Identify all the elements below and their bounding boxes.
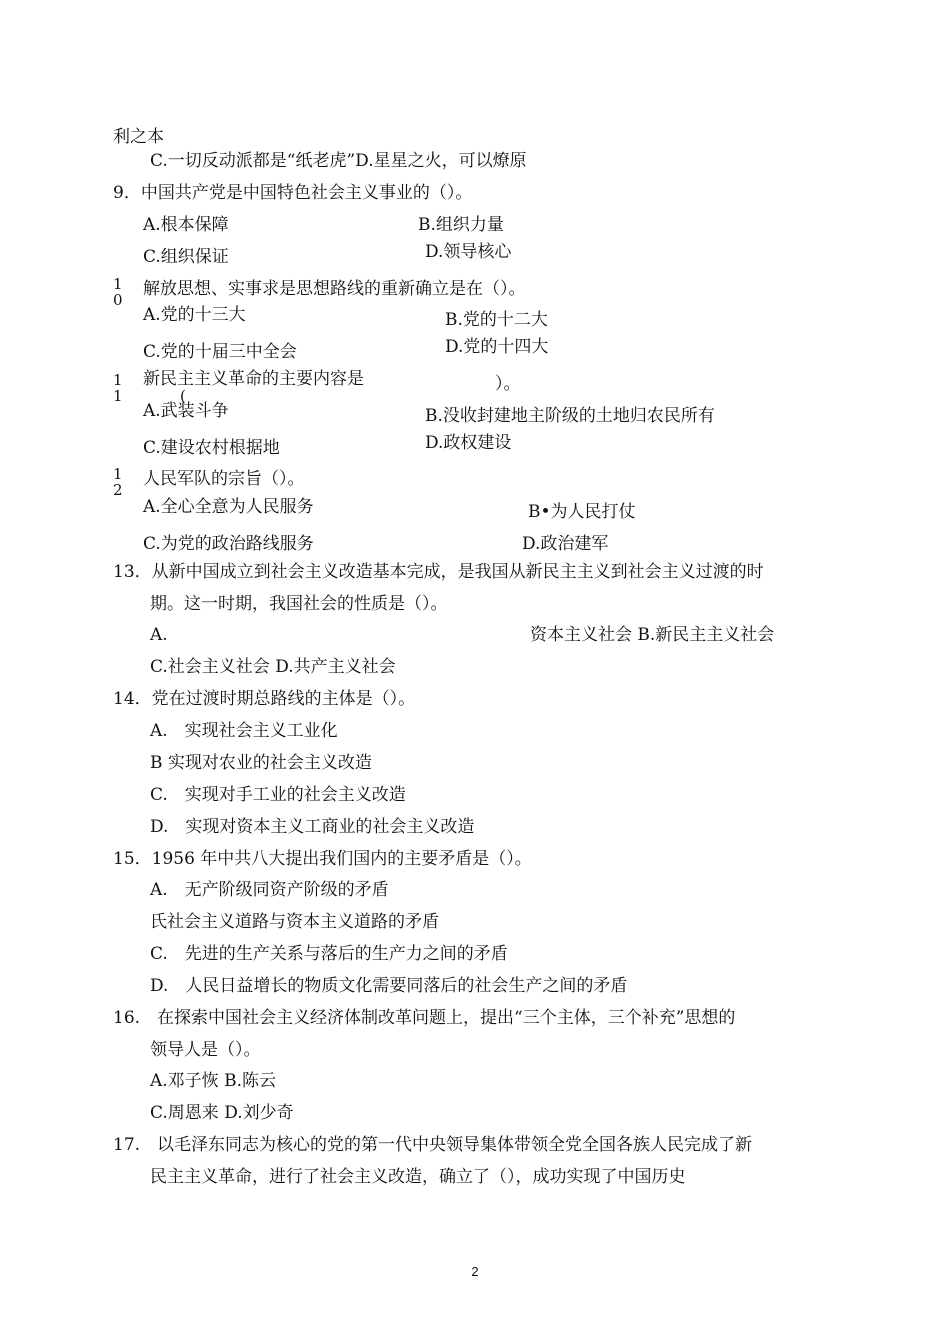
q12-option-d: D.政治建军 [522, 534, 609, 554]
question-15-stem: 15．1956 年中共八大提出我们国内的主要矛盾是（）。 [113, 849, 532, 869]
q11-option-b: B.没收封建地主阶级的土地归农民所有 [425, 406, 715, 426]
question-9-stem: 9．中国共产党是中国特色社会主义事业的（）。 [113, 183, 473, 203]
q9-option-c: C.组织保证 [143, 247, 229, 267]
q15-option-a: A. 无产阶级同资产阶级的矛盾 [150, 880, 389, 900]
question-14-stem: 14．党在过渡时期总路线的主体是（）。 [113, 689, 416, 709]
q12-option-c: C.为党的政治路线服务 [143, 534, 314, 554]
q13-option-a-label: A. [150, 625, 168, 645]
q15-option-c: C. 先进的生产关系与落后的生产力之间的矛盾 [150, 944, 508, 964]
q11-option-c: C.建设农村根据地 [143, 438, 280, 458]
q11-option-d: D.政权建设 [425, 433, 512, 453]
question-13-stem-line-1: 13．从新中国成立到社会主义改造基本完成，是我国从新民主主义到社会主义过渡的时 [113, 562, 764, 582]
q12-option-a: A.全心全意为人民服务 [143, 497, 314, 517]
q11-number-top: 1 [113, 371, 123, 389]
q10-option-b: B.党的十二大 [445, 310, 548, 330]
q10-number-bottom: 0 [113, 291, 123, 309]
question-11-stem-end: ）。 [495, 374, 521, 394]
q14-option-b: B 实现对农业的社会主义改造 [150, 753, 372, 773]
q9-option-a: A.根本保障 [143, 215, 229, 235]
q16-options-a-b: A.邓子恢 B.陈云 [150, 1071, 276, 1091]
q11-paren-fragment: ( [180, 387, 186, 405]
q10-option-d: D.党的十四大 [445, 337, 549, 357]
q14-option-a: A. 实现社会主义工业化 [150, 721, 338, 741]
q11-number-bottom: 1 [113, 387, 123, 405]
question-10-stem: 解放思想、实事求是思想路线的重新确立是在（）。 [143, 279, 526, 299]
question-13-stem-line-2: 期。这一时期，我国社会的性质是（）。 [150, 594, 448, 614]
q14-option-c: C. 实现对手工业的社会主义改造 [150, 785, 406, 805]
q10-number-top: 1 [113, 275, 123, 293]
q12-number-top: 1 [113, 465, 123, 483]
q12-option-b: B•为人民打仗 [528, 502, 636, 522]
q12-number-bottom: 2 [113, 481, 123, 499]
q8-continued-option-text: 利之本 [113, 127, 164, 147]
question-16-stem-line-2: 领导人是（）。 [150, 1040, 261, 1060]
q11-option-a: A.武装斗争 [143, 401, 229, 421]
question-16-stem-line-1: 16. 在探索中国社会主义经济体制改革问题上，提出“三个主体，三个补充”思想的 [113, 1008, 736, 1028]
q13-options-a-b: 资本主义社会 B.新民主主义社会 [530, 625, 775, 645]
q15-option-b: 氏社会主义道路与资本主义道路的矛盾 [150, 912, 439, 932]
q15-option-d: D. 人民日益增长的物质文化需要同落后的社会生产之间的矛盾 [150, 976, 628, 996]
q9-option-b: B.组织力量 [418, 215, 504, 235]
q10-option-a: A.党的十三大 [143, 305, 246, 325]
q16-options-c-d: C.周恩来 D.刘少奇 [150, 1103, 294, 1123]
question-11-stem: 新民主主义革命的主要内容是 [143, 369, 364, 389]
question-12-stem: 人民军队的宗旨（）。 [143, 469, 305, 489]
q9-option-d: D.领导核心 [425, 242, 512, 262]
question-17-stem-line-1: 17. 以毛泽东同志为核心的党的第一代中央领导集体带领全党全国各族人民完成了新 [113, 1135, 753, 1155]
question-17-stem-line-2: 民主主义革命，进行了社会主义改造，确立了（），成功实现了中国历史 [150, 1167, 686, 1187]
q13-options-c-d: C.社会主义社会 D.共产主义社会 [150, 657, 396, 677]
q14-option-d: D. 实现对资本主义工商业的社会主义改造 [150, 817, 475, 837]
q10-option-c: C.党的十届三中全会 [143, 342, 297, 362]
page-number: 2 [471, 1264, 479, 1279]
q8-options-c-d: C.一切反动派都是“纸老虎”D.星星之火，可以燎原 [150, 151, 527, 171]
